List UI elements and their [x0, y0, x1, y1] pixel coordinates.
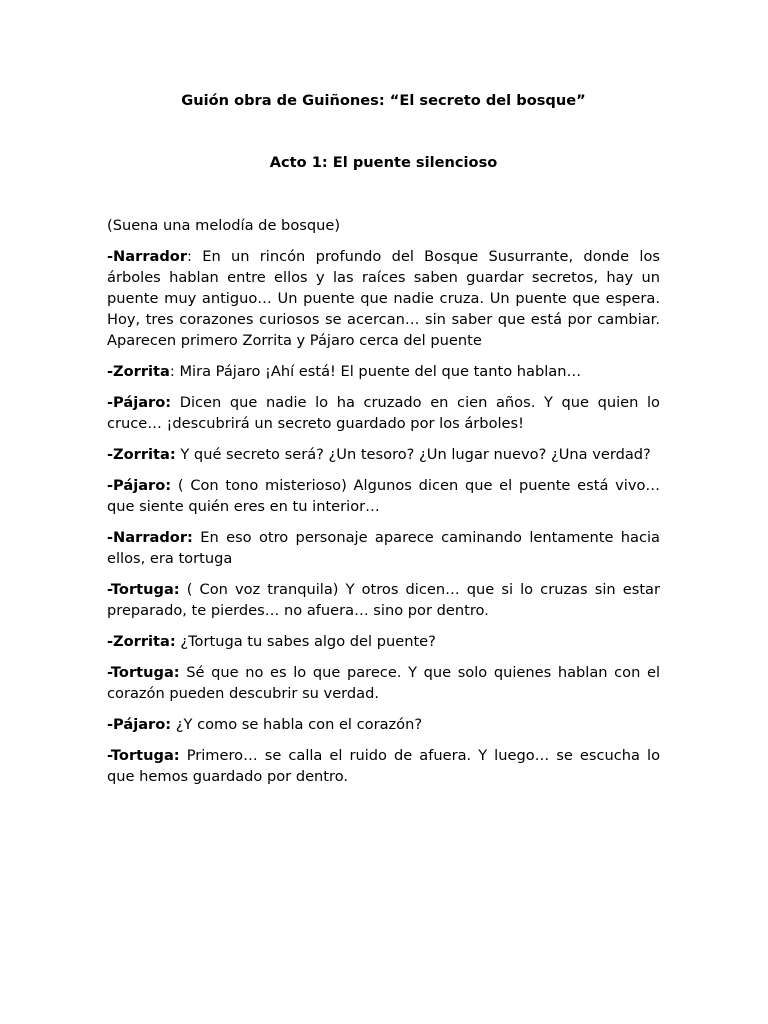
dialogue-line [107, 631, 660, 652]
speaker-name: -Pájaro: [107, 477, 172, 494]
dialogue-line [107, 662, 660, 704]
dialogue-line [107, 475, 660, 517]
dialogue-text: Dicen que nadie lo ha cruzado en cien años. Y que quien lo cruce… ¡descubrirá un secreto guardado por los árboles! [107, 394, 660, 432]
speaker-name: -Narrador: [107, 529, 193, 546]
dialogue-line [107, 714, 660, 735]
dialogue-text: : Mira Pájaro ¡Ahí está! El puente del que tanto hablan… [169, 363, 582, 380]
dialogue-line [107, 361, 660, 382]
dialogue-text: Primero… se calla el ruido de afuera. Y luego… se escucha lo que hemos guardado por dentro. [107, 747, 660, 785]
speaker-name: -Tortuga: [107, 664, 180, 681]
dialogue-text: Y qué secreto será? ¿Un tesoro? ¿Un lugar nuevo? ¿Una verdad? [175, 446, 651, 463]
dialogue-line [107, 745, 660, 787]
document-page [107, 90, 660, 787]
dialogue-text: En eso otro personaje aparece caminando lentamente hacia ellos, era tortuga [107, 529, 660, 567]
dialogue-text: ( Con tono misterioso) Algunos dicen que el puente está vivo… que siente quién eres en tu interior… [107, 477, 660, 515]
document-title: Guión obra de Guiñones: “El secreto del bosque” [181, 92, 586, 109]
speaker-name: -Zorrita: [107, 633, 176, 650]
dialogue-line [107, 527, 660, 569]
dialogue-text: ( Con voz tranquila) Y otros dicen… que si lo cruzas sin estar preparado, te pierdes… no afuera… sino por dentro. [107, 581, 660, 619]
speaker-name: -Zorrita: [107, 446, 176, 463]
dialogue-line [107, 444, 660, 465]
dialogue-text: Sé que no es lo que parece. Y que solo quienes hablan con el corazón pueden descubrir su verdad. [107, 664, 660, 702]
dialogue-line [107, 392, 660, 434]
speaker-name: -Zorrita [107, 363, 170, 380]
speaker-name: -Pájaro: [107, 716, 172, 733]
stage-direction: (Suena una melodía de bosque) [107, 217, 341, 234]
speaker-name: -Pájaro: [107, 394, 172, 411]
act-title: Acto 1: El puente silencioso [269, 154, 498, 171]
dialogue-line [107, 579, 660, 621]
dialogue-text: ¿Tortuga tu sabes algo del puente? [175, 633, 436, 650]
dialogue-line [107, 246, 660, 351]
dialogue-text: ¿Y como se habla con el corazón? [171, 716, 423, 733]
speaker-name: -Tortuga: [107, 747, 180, 764]
speaker-name: -Narrador [107, 248, 188, 265]
dialogue-text: : En un rincón profundo del Bosque Susurrante, donde los árboles hablan entre ellos y las raíces saben guardar secretos, hay un puente muy antiguo… Un puente que nadie cruza. Un puente que espera. Hoy, tres corazones curiosos se acercan… sin saber que está por cambiar. Aparecen primero Zorrita y Pájaro cerca del puente [107, 248, 660, 349]
speaker-name: -Tortuga: [107, 581, 180, 598]
